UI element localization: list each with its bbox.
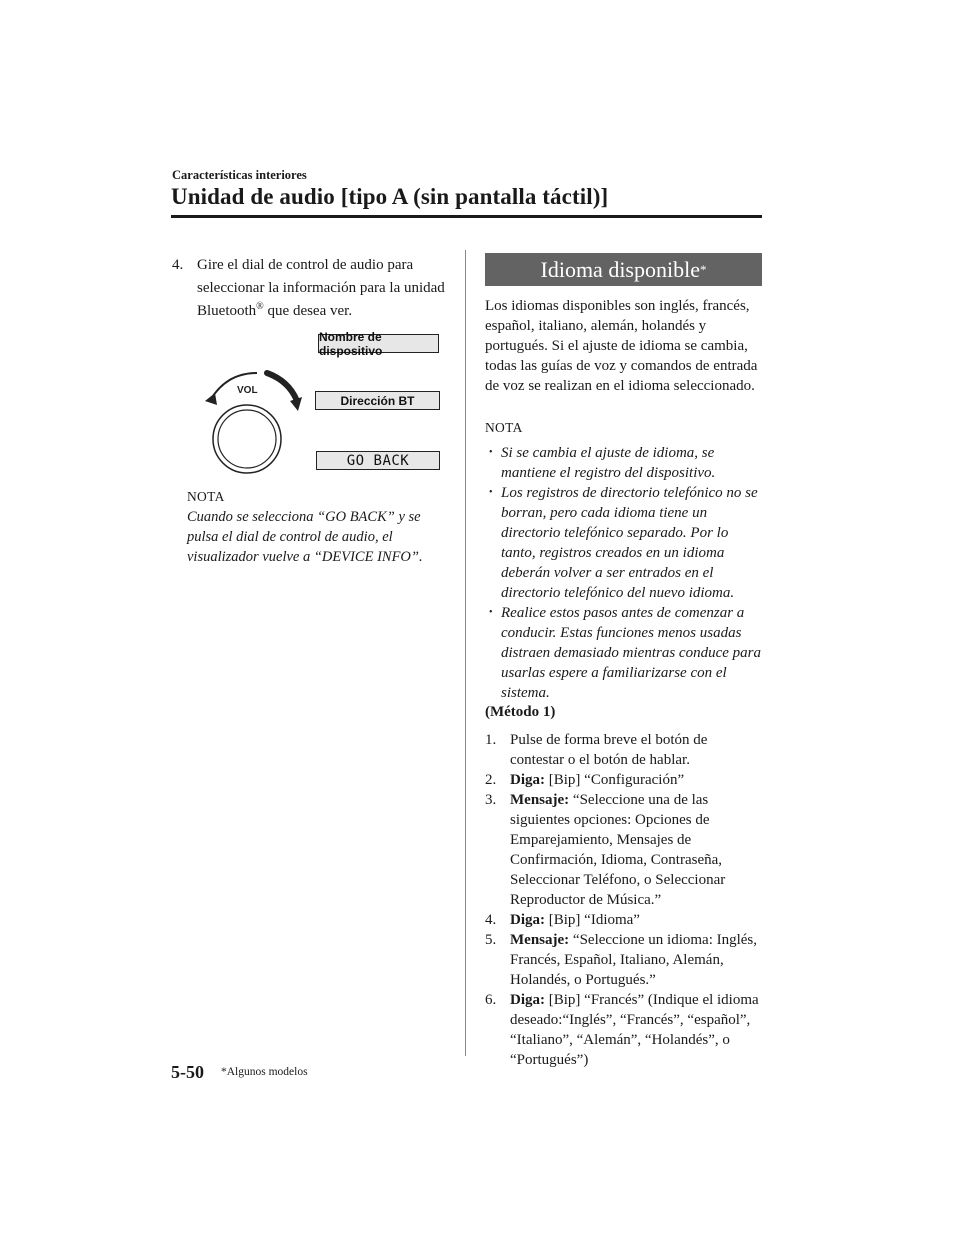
list-item: • Realice estos pasos antes de comenzar a conducir. Estas funciones menos usadas distraen demasiado mientras conduce para usarlas espere a familiarizarse con el sistema.	[489, 603, 761, 703]
header-rule	[171, 215, 762, 218]
vol-dial-icon	[197, 367, 302, 479]
list-item: 1. Pulse de forma breve el botón de contestar o el botón de hablar.	[485, 732, 708, 768]
note-title: NOTA	[187, 489, 225, 504]
step-4	[172, 254, 450, 323]
list-item: 4. Diga: [Bip] “Idioma”	[485, 912, 640, 928]
display-go-back: GO BACK	[316, 451, 440, 470]
list-item: 5. Mensaje: “Seleccione un idioma: Inglés, Francés, Español, Italiano, Alemán, Holandés, o Portugués.”	[485, 932, 758, 988]
list-item: 2. Diga: [Bip] “Configuración”	[485, 772, 685, 788]
display-bt-address: Dirección BT	[315, 391, 440, 410]
list-item: • Los registros de directorio telefónico no se borran, pero cada idioma tiene un directorio telefónico separado. Por lo tanto, registros creados en un idioma deberán volver a ser entrados en el directorio telefónico del nuevo idioma.	[489, 483, 761, 603]
intro-paragraph: Los idiomas disponibles son inglés, francés, español, italiano, alemán, holandés y portugués. Si el ajuste de idioma se cambia, todas las guías de voz y comandos de entrada de voz se realizan en el idioma seleccionado.	[485, 298, 758, 394]
note-bullets	[489, 443, 761, 703]
dial-label: VOL	[237, 385, 258, 396]
column-divider	[465, 250, 466, 1056]
step-text: Gire el dial de control de audio para seleccionar la información para la unidad Bluetooth® que desea ver.	[197, 257, 445, 319]
left-note	[187, 487, 449, 567]
step-number: 4.	[172, 257, 184, 273]
chapter-title: Unidad de audio [tipo A (sin pantalla táctil)]	[171, 184, 609, 209]
list-item: 6. Diga: [Bip] “Francés” (Indique el idioma deseado:“Inglés”, “Francés”, “español”, “Italiano”, “Alemán”, “Holandés”, o “Portugués”)	[485, 992, 759, 1068]
right-note-title: NOTA	[485, 420, 523, 435]
list-item: 3. Mensaje: “Seleccione una de las siguientes opciones: Opciones de Emparejamiento, Mensajes de Confirmación, Idioma, Contraseña, Seleccionar Teléfono, o Seleccionar Reproductor de Música.”	[485, 792, 726, 908]
section-label: Características interiores	[172, 168, 307, 182]
display-device-name: Nombre de dispositivo	[318, 334, 439, 353]
method-title: (Método 1)	[485, 704, 556, 720]
section-banner: Idioma disponible *	[485, 253, 762, 286]
page-number: 5-50	[171, 1062, 204, 1082]
list-item: • Si se cambia el ajuste de idioma, se mantiene el registro del dispositivo.	[489, 443, 761, 483]
method-steps	[485, 730, 761, 1070]
note-body: Cuando se selecciona “GO BACK” y se pulsa el dial de control de audio, el visualizador vuelve a “DEVICE INFO”.	[187, 509, 423, 565]
footnote: *Algunos modelos	[221, 1066, 308, 1078]
